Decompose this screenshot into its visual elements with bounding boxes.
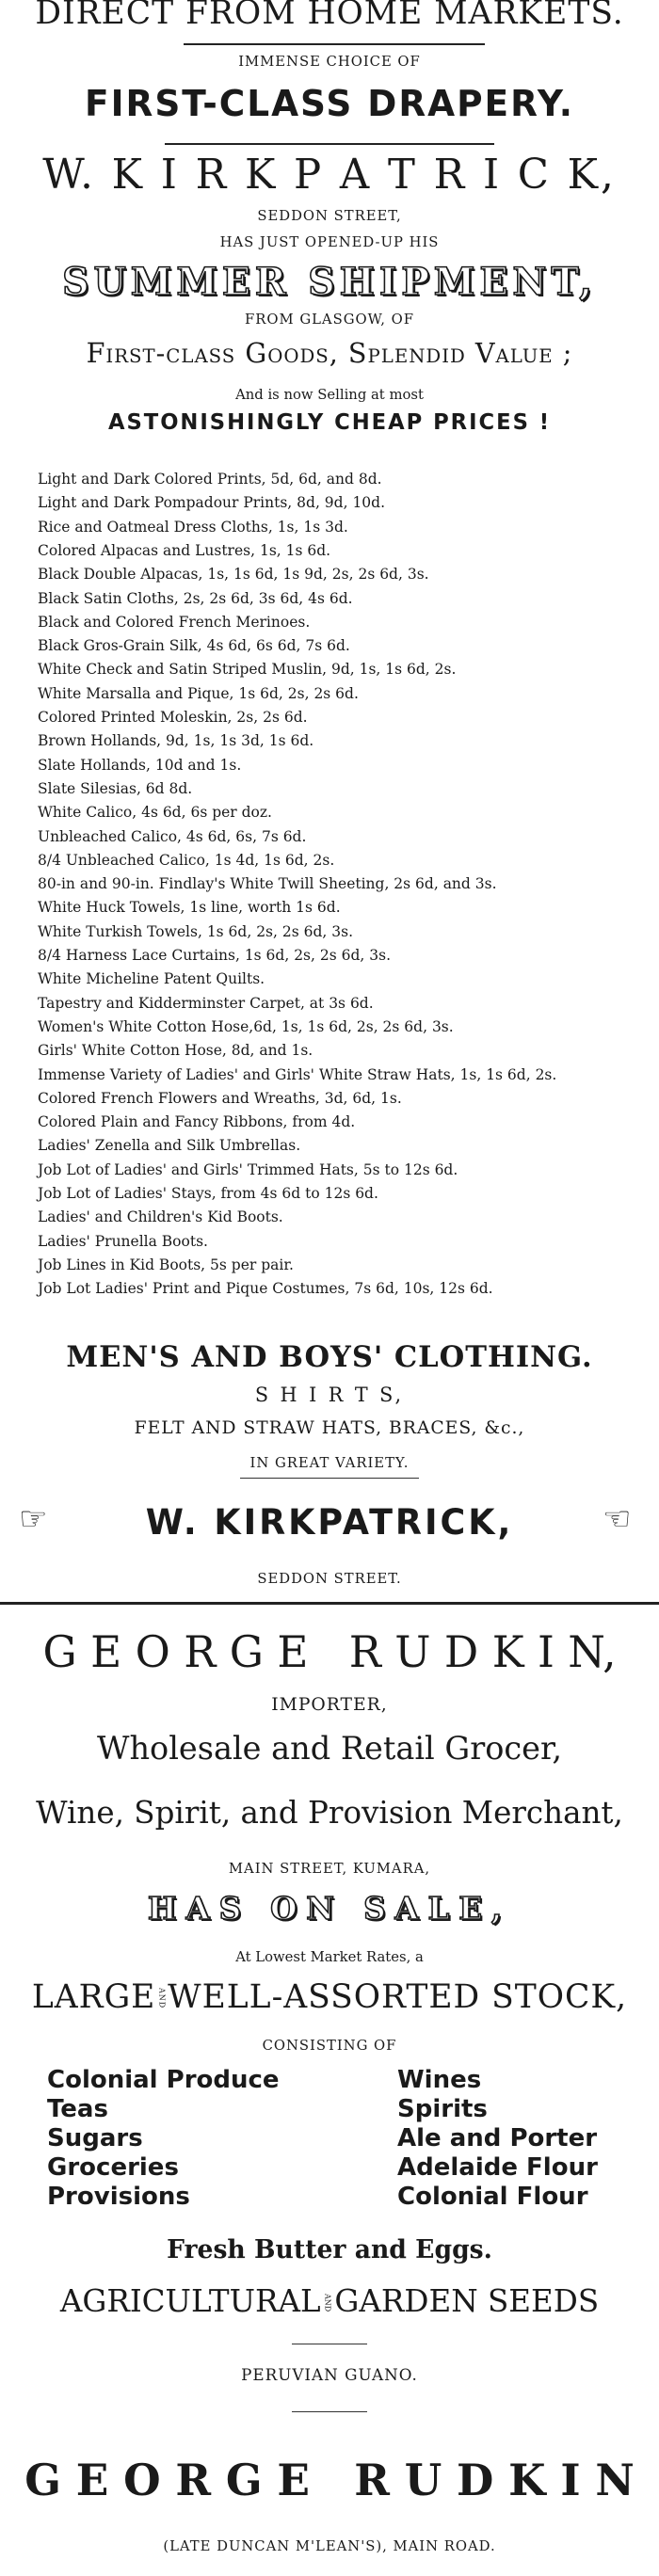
lowest-market-rates-line: At Lowest Market Rates, a [235,1948,424,1965]
late-duncan-mclean-line: (LATE DUNCAN M'LEAN'S), MAIN ROAD. [163,2537,496,2554]
shirts-line: S H I R T S, [254,1384,405,1406]
divider [184,43,485,45]
price-list-item: White Marsalla and Pique, 1s 6d, 2s, 2s 6d. [38,684,359,702]
stock-item: Colonial Flour [397,2183,588,2211]
price-list-item: Colored Printed Moleskin, 2s, 2s 6d. [38,709,308,726]
stock-list-right [397,2066,642,2216]
stock-item: Teas [47,2095,108,2123]
stock-item: Sugars [47,2124,143,2152]
price-list [38,471,640,1318]
main-street-kumara-line: MAIN STREET, KUMARA, [228,1860,431,1877]
wholesale-retail-grocer-line: Wholesale and Retail Grocer, [97,1730,562,1768]
rudkin-name-heading: G E O R G E R U D K I N, [42,1626,617,1677]
price-list-item: Light and Dark Colored Prints, 5d, 6d, and 8d. [38,471,382,488]
wine-spirit-merchant-line: Wine, Spirit, and Provision Merchant, [36,1794,623,1831]
importer-line: IMPORTER, [271,1694,388,1715]
price-list-item: White Calico, 4s 6d, 6s per doz. [38,804,272,822]
price-list-item: Light and Dark Pompadour Prints, 8d, 9d, 10d. [38,494,386,512]
price-list-item: White Check and Satin Striped Muslin, 9d, 1s, 1s 6d, 2s. [38,661,457,679]
mens-boys-clothing-heading: MEN'S AND BOYS' CLOTHING. [66,1340,593,1374]
price-list-item: Ladies' and Children's Kid Boots. [38,1208,283,1226]
price-list-item: Slate Silesias, 6d 8d. [38,779,193,797]
price-list-item: 8/4 Harness Lace Curtains, 1s 6d, 2s, 2s 6d, 3s. [38,947,391,964]
price-list-item: Women's White Cotton Hose,6d, 1s, 1s 6d, 2s, 2s 6d, 3s. [38,1017,454,1035]
pointing-hand-icon-right: ☜ [603,1500,632,1538]
divider [240,1478,419,1479]
from-glasgow-line: FROM GLASGOW, OF [245,311,414,328]
price-list-item: Black Double Alpacas, 1s, 1s 6d, 1s 9d, 2s, 2s 6d, 3s. [38,566,429,584]
price-list-item: Job Lot of Ladies' and Girls' Trimmed Hats, 5s to 12s 6d. [38,1160,458,1178]
price-list-item: Ladies' Zenella and Silk Umbrellas. [38,1137,301,1155]
price-list-item: Colored Alpacas and Lustres, 1s, 1s 6d. [38,541,331,559]
stock-item: Colonial Produce [47,2066,280,2094]
agricultural-garden-seeds-heading [5,2282,654,2319]
opened-up-line: HAS JUST OPENED-UP HIS [219,233,440,250]
price-list-item: Black and Colored French Merinoes. [38,613,311,631]
ampersand-and: AND [157,1988,167,2009]
price-list-item: White Huck Towels, 1s line, worth 1s 6d. [38,899,341,917]
price-list-item: Girls' White Cotton Hose, 8d, and 1s. [38,1042,313,1060]
price-list-item: Slate Hollands, 10d and 1s. [38,756,242,774]
agricultural-word: AGRICULTURAL [59,2282,321,2319]
immense-choice-line: IMMENSE CHOICE OF [238,53,421,70]
great-variety-line: IN GREAT VARIETY. [249,1454,410,1471]
now-selling-line: And is now Selling at most [235,386,424,403]
first-class-drapery-heading: FIRST-CLASS DRAPERY. [85,83,574,124]
price-list-item: Job Lot Ladies' Print and Pique Costumes, 7s 6d, 10s, 12s 6d. [38,1280,493,1298]
price-list-item: Colored French Flowers and Wreaths, 3d, 6d, 1s. [38,1089,402,1107]
signature-street-line: SEDDON STREET. [257,1570,402,1587]
cheap-prices-heading: ASTONISHINGLY CHEAP PRICES ! [107,410,552,435]
price-list-item: Unbleached Calico, 4s 6d, 6s, 7s 6d. [38,827,307,845]
consisting-of-line: CONSISTING OF [262,2037,397,2054]
advertisement-separator [0,1602,659,1605]
price-list-item: Brown Hollands, 9d, 1s, 1s 3d, 1s 6d. [38,732,314,750]
summer-shipment-heading: SUMMER SHIPMENT, [62,260,597,304]
price-list-item: Job Lot of Ladies' Stays, from 4s 6d to 12s 6d. [38,1185,378,1202]
price-list-item: Tapestry and Kidderminster Carpet, at 3s 6d. [38,994,374,1012]
stock-item: Ale and Porter [397,2124,598,2152]
large-word: LARGE [31,1978,156,2016]
divider [165,143,494,145]
price-list-item: Immense Variety of Ladies' and Girls' White Straw Hats, 1s, 1s 6d, 2s. [38,1065,557,1083]
peruvian-guano-line: PERUVIAN GUANO. [241,2366,418,2385]
hats-braces-line: FELT AND STRAW HATS, BRACES, &c., [134,1417,525,1438]
pointing-hand-icon-left: ☞ [19,1500,48,1538]
large-stock-heading [5,1978,654,2016]
stock-item: Groceries [47,2153,179,2182]
price-list-item: 8/4 Unbleached Calico, 1s 4d, 1s 6d, 2s. [38,851,335,869]
kirkpatrick-name-heading: W. K I R K P A T R I C K, [42,151,617,199]
fresh-butter-eggs-line: Fresh Butter and Eggs. [167,2235,492,2264]
garden-seeds-words: GARDEN SEEDS [334,2282,600,2319]
rudkin-signature: G E O R G E R U D K I N [24,2455,635,2505]
stock-item: Wines [397,2066,482,2094]
stock-item: Provisions [47,2183,190,2211]
divider [292,2411,367,2412]
price-list-item: White Micheline Patent Quilts. [38,970,265,988]
has-on-sale-heading: HAS ON SALE, [147,1890,512,1927]
kirkpatrick-signature: W. KIRKPATRICK, [145,1502,514,1543]
headline-direct-from-home-markets: DIRECT FROM HOME MARKETS. [35,0,624,32]
price-list-item: Ladies' Prunella Boots. [38,1232,208,1250]
price-list-item: Black Satin Cloths, 2s, 2s 6d, 3s 6d, 4s 6d. [38,589,353,607]
price-list-item: Black Gros-Grain Silk, 4s 6d, 6s 6d, 7s 6d. [38,637,350,655]
price-list-item: Colored Plain and Fancy Ribbons, from 4d. [38,1113,356,1131]
stock-list-left [47,2066,358,2216]
stock-item: Adelaide Flour [397,2153,598,2182]
price-list-item: Rice and Oatmeal Dress Cloths, 1s, 1s 3d. [38,518,348,536]
ampersand-and: AND [323,2294,332,2312]
seddon-street-line: SEDDON STREET, [257,207,402,224]
price-list-item: 80-in and 90-in. Findlay's White Twill Sheeting, 2s 6d, and 3s. [38,875,497,893]
price-list-item: Job Lines in Kid Boots, 5s per pair. [38,1256,294,1273]
first-class-goods-line: First-class Goods, Splendid Value ; [86,337,573,369]
price-list-item: White Turkish Towels, 1s 6d, 2s, 2s 6d, 3s. [38,922,353,940]
stock-item: Spirits [397,2095,488,2123]
well-assorted-stock-words: WELL-ASSORTED STOCK, [168,1978,628,2016]
